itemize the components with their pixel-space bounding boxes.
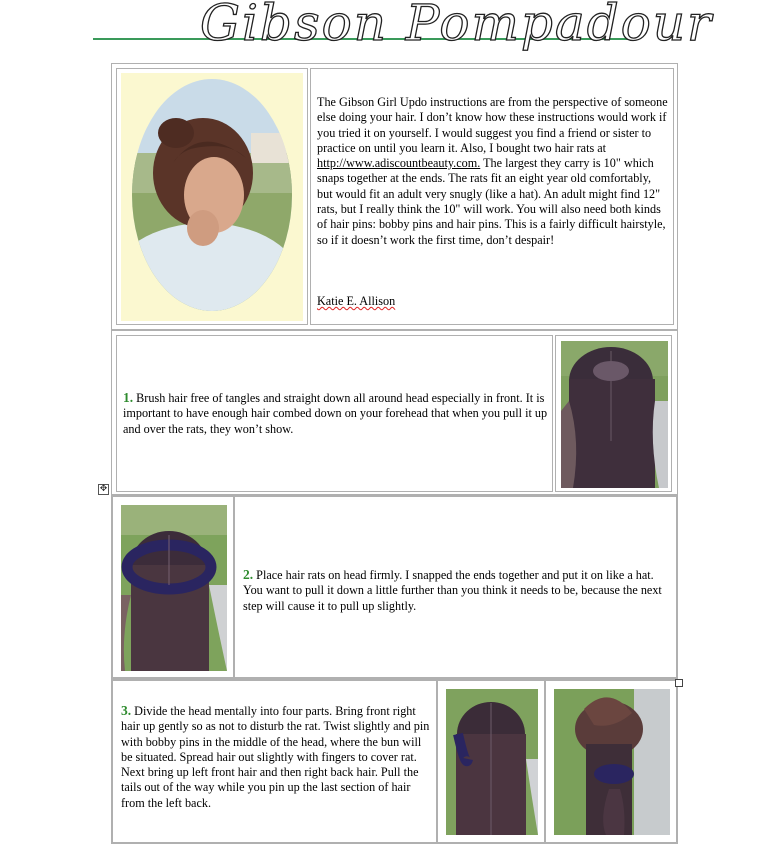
step-3-photo-cell-b [545, 680, 677, 843]
step-3-text-cell [112, 680, 437, 843]
step-2-table [111, 495, 678, 679]
page-title: Gibson Pompadour [200, 0, 713, 52]
step-1-number: 1. [123, 390, 134, 405]
step-2-text [243, 567, 671, 614]
intro-text [317, 95, 669, 248]
step-1-text-cell [116, 335, 553, 492]
step-1-table [111, 330, 678, 495]
step-1-photo [561, 341, 668, 488]
step-2-photo [121, 505, 227, 671]
intro-author: Katie E. Allison [317, 294, 396, 308]
table-move-handle[interactable]: ✥ [99, 484, 108, 494]
title-banner [0, 0, 780, 62]
step-2-number: 2. [243, 567, 254, 582]
step-2-photo-cell [112, 496, 234, 678]
intro-photo [121, 73, 303, 321]
step-3-body: Divide the head mentally into four parts. Bring front right hair up gently so as not to disturb the rat. Twist slightly and pin with bobby pins in the middle of the head, where the bun will be situated. Spread hair out slightly with fingers to cover rat. Next bring up left front hair and then right back hair. Pull the tails out of the way while you pin up the last section of hair from the left back. [121, 704, 430, 810]
step-2-text-cell [234, 496, 677, 678]
step-2-body: Place hair rats on head firmly. I snapped the ends together and put it on like a hat. You want to pull it down a little further than you think it needs to be, because the next step will cause it to pull up slightly. [243, 568, 662, 613]
step-3-table [111, 679, 678, 844]
step-1-body: Brush hair free of tangles and straight down all around head especially in front. It is important to have enough hair combed down on your forehead that when you pull it up and over the rats, they won’t show. [123, 391, 548, 436]
intro-text-before-link: The Gibson Girl Updo instructions are from the perspective of someone else doing your hair. I don’t know how these instructions would work if you tried it on yourself. I would suggest you find a friend or sister to practice on until you learn it. Also, I bought two hair rats at [317, 95, 668, 155]
table-resize-handle[interactable] [675, 679, 683, 687]
step-1-photo-cell [555, 335, 672, 492]
intro-link[interactable]: http://www.adiscountbeauty.com. [317, 156, 481, 171]
intro-photo-cell [116, 68, 308, 325]
intro-table [111, 63, 678, 330]
step-3-photo-b [554, 689, 670, 835]
step-3-text [121, 703, 433, 811]
step-3-photo-cell-a [437, 680, 545, 843]
intro-text-cell [310, 68, 674, 325]
step-3-number: 3. [121, 703, 132, 718]
intro-text-after-link: The largest they carry is 10" which snaps together at the ends. The rats fit an eight year old comfortably, but would fit an adult very snugly (like a hat). An adult might find 12" rats, but I really think the 10" will work. You will also need both kinds of hair pins: bobby pins and hair pins. This is a fairly difficult hairstyle, so if it doesn’t work the first time, don’t despair! [317, 156, 666, 247]
step-3-photo-a [446, 689, 538, 835]
step-1-text [123, 390, 548, 437]
